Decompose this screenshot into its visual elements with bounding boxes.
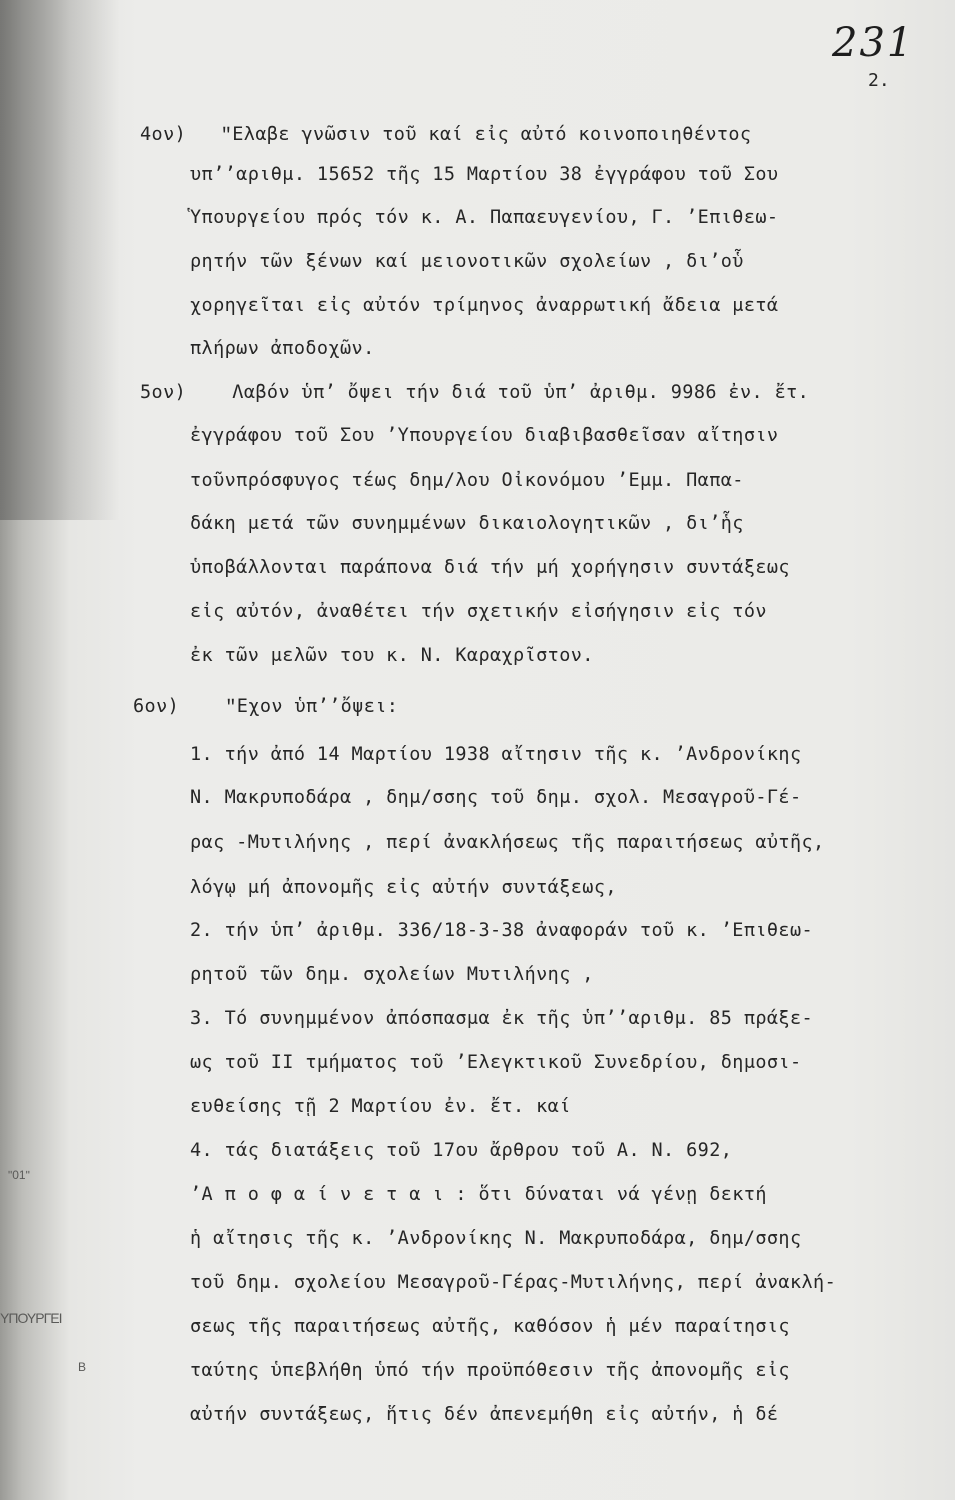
margin-note: ʺ01ʺ xyxy=(8,1168,30,1182)
text-line: ἡ αἴτησις τῆς κ. ’Ανδρονίκης Ν. Μακρυποδάρα, δημ/σσης xyxy=(190,1228,802,1249)
text-line: ταύτης ὑπεβλήθη ὑπό τήν προϋπόθεσιν τῆς ἀπονομῆς εἰς xyxy=(190,1360,790,1381)
margin-note: Β xyxy=(78,1360,87,1374)
text-line: τοῦνπρόσφυγος τέως δημ/λου Οἰκονόμου ’Εμμ. Παπα- xyxy=(190,470,744,491)
text-line: 1. τήν ἀπό 14 Μαρτίου 1938 αἴτησιν τῆς κ. ’Ανδρονίκης xyxy=(190,744,802,765)
text-line: λόγῳ μή ἀπονομῆς εἰς αὐτήν συντάξεως, xyxy=(190,877,617,898)
text-line: τοῦ δημ. σχολείου Μεσαγροῦ-Γέρας-Μυτιλήνης, περί ἀνακλή- xyxy=(190,1272,837,1293)
text-line: δάκη μετά τῶν συνημμένων δικαιολογητικῶν , δι’ἧς xyxy=(190,513,744,534)
text-line: ρητήν τῶν ξένων καί μειονοτικῶν σχολείων , δι’οὗ xyxy=(190,251,744,272)
text-line: 2. τήν ὑπ’ ἀριθμ. 336/18-3-38 ἀναφοράν τοῦ κ. ’Επιθεω- xyxy=(190,920,814,941)
text-line: ὑποβάλλονται παράπονα διά τήν μή χορήγησιν συντάξεως xyxy=(190,557,790,578)
text-line: υπ’’αριθμ. 15652 τῆς 15 Μαρτίου 38 ἐγγράφου τοῦ Σου xyxy=(190,164,779,185)
text-line: 3. Τό συνημμένον ἀπόσπασμα ἐκ τῆς ὑπ’’αριθμ. 85 πράξε- xyxy=(190,1008,814,1029)
text-line: ως τοῦ ΙΙ τμήματος τοῦ ’Ελεγκτικοῦ Συνεδρίου, δημοσι- xyxy=(190,1052,802,1073)
text-line: 6ον) ʺΕχον ὑπ’’ὄψει: xyxy=(133,696,399,717)
scan-shadow xyxy=(0,0,120,520)
text-line: 4. τάς διατάξεις τοῦ 17ου ἄρθρου τοῦ Α. Ν. 692, xyxy=(190,1140,733,1161)
text-line: ρας -Μυτιλήνης , περί ἀνακλήσεως τῆς παραιτήσεως αὐτῆς, xyxy=(190,832,825,853)
text-line: εἰς αὐτόν, ἀναθέτει τήν σχετικήν εἰσήγησιν εἰς τόν xyxy=(190,601,767,622)
text-line: 4ον) ʺΕλαβε γνῶσιν τοῦ καί εἰς αὐτό κοινοποιηθέντος xyxy=(140,124,752,145)
text-line: ἐγγράφου τοῦ Σου ’Υπουργείου διαβιβασθεῖσαν αἴτησιν xyxy=(190,425,779,446)
text-line: 5ον) Λαβόν ὑπ’ ὄψει τήν διά τοῦ ὑπ’ ἀριθμ. 9986 ἐν. ἔτ. xyxy=(140,382,810,403)
text-line: σεως τῆς παραιτήσεως αὐτῆς, καθόσον ἡ μέν παραίτησις xyxy=(190,1316,790,1337)
text-line: πλήρων ἀποδοχῶν. xyxy=(190,338,375,359)
text-line: χορηγεῖται εἰς αὐτόν τρίμηνος ἀναρρωτική ἄδεια μετά xyxy=(190,295,779,316)
handwritten-page-number: 231 xyxy=(832,20,915,66)
text-line: Ν. Μακρυποδάρα , δημ/σσης τοῦ δημ. σχολ. Μεσαγροῦ-Γέ- xyxy=(190,787,802,808)
text-line: Ὑπουργείου πρός τόν κ. Α. Παπαευγενίου, Γ. ’Επιθεω- xyxy=(190,207,779,228)
text-line: ευθείσης τῇ 2 Μαρτίου ἐν. ἔτ. καί xyxy=(190,1096,571,1117)
text-line: ’Α π ο φ α ί ν ε τ α ι : ὅτι δύναται νά γένῃ δεκτή xyxy=(190,1184,767,1205)
page-number: 2. xyxy=(868,70,890,91)
text-line: αὐτήν συντάξεως, ἥτις δέν ἀπενεμήθη εἰς αὐτήν, ἡ δέ xyxy=(190,1404,779,1425)
margin-note: ΥΠΟΥΡΓΕΙ xyxy=(0,1310,62,1326)
text-line: ρητοῦ τῶν δημ. σχολείων Μυτιλήνης , xyxy=(190,964,594,985)
text-line: ἐκ τῶν μελῶν του κ. Ν. Καραχρῖστον. xyxy=(190,645,594,666)
